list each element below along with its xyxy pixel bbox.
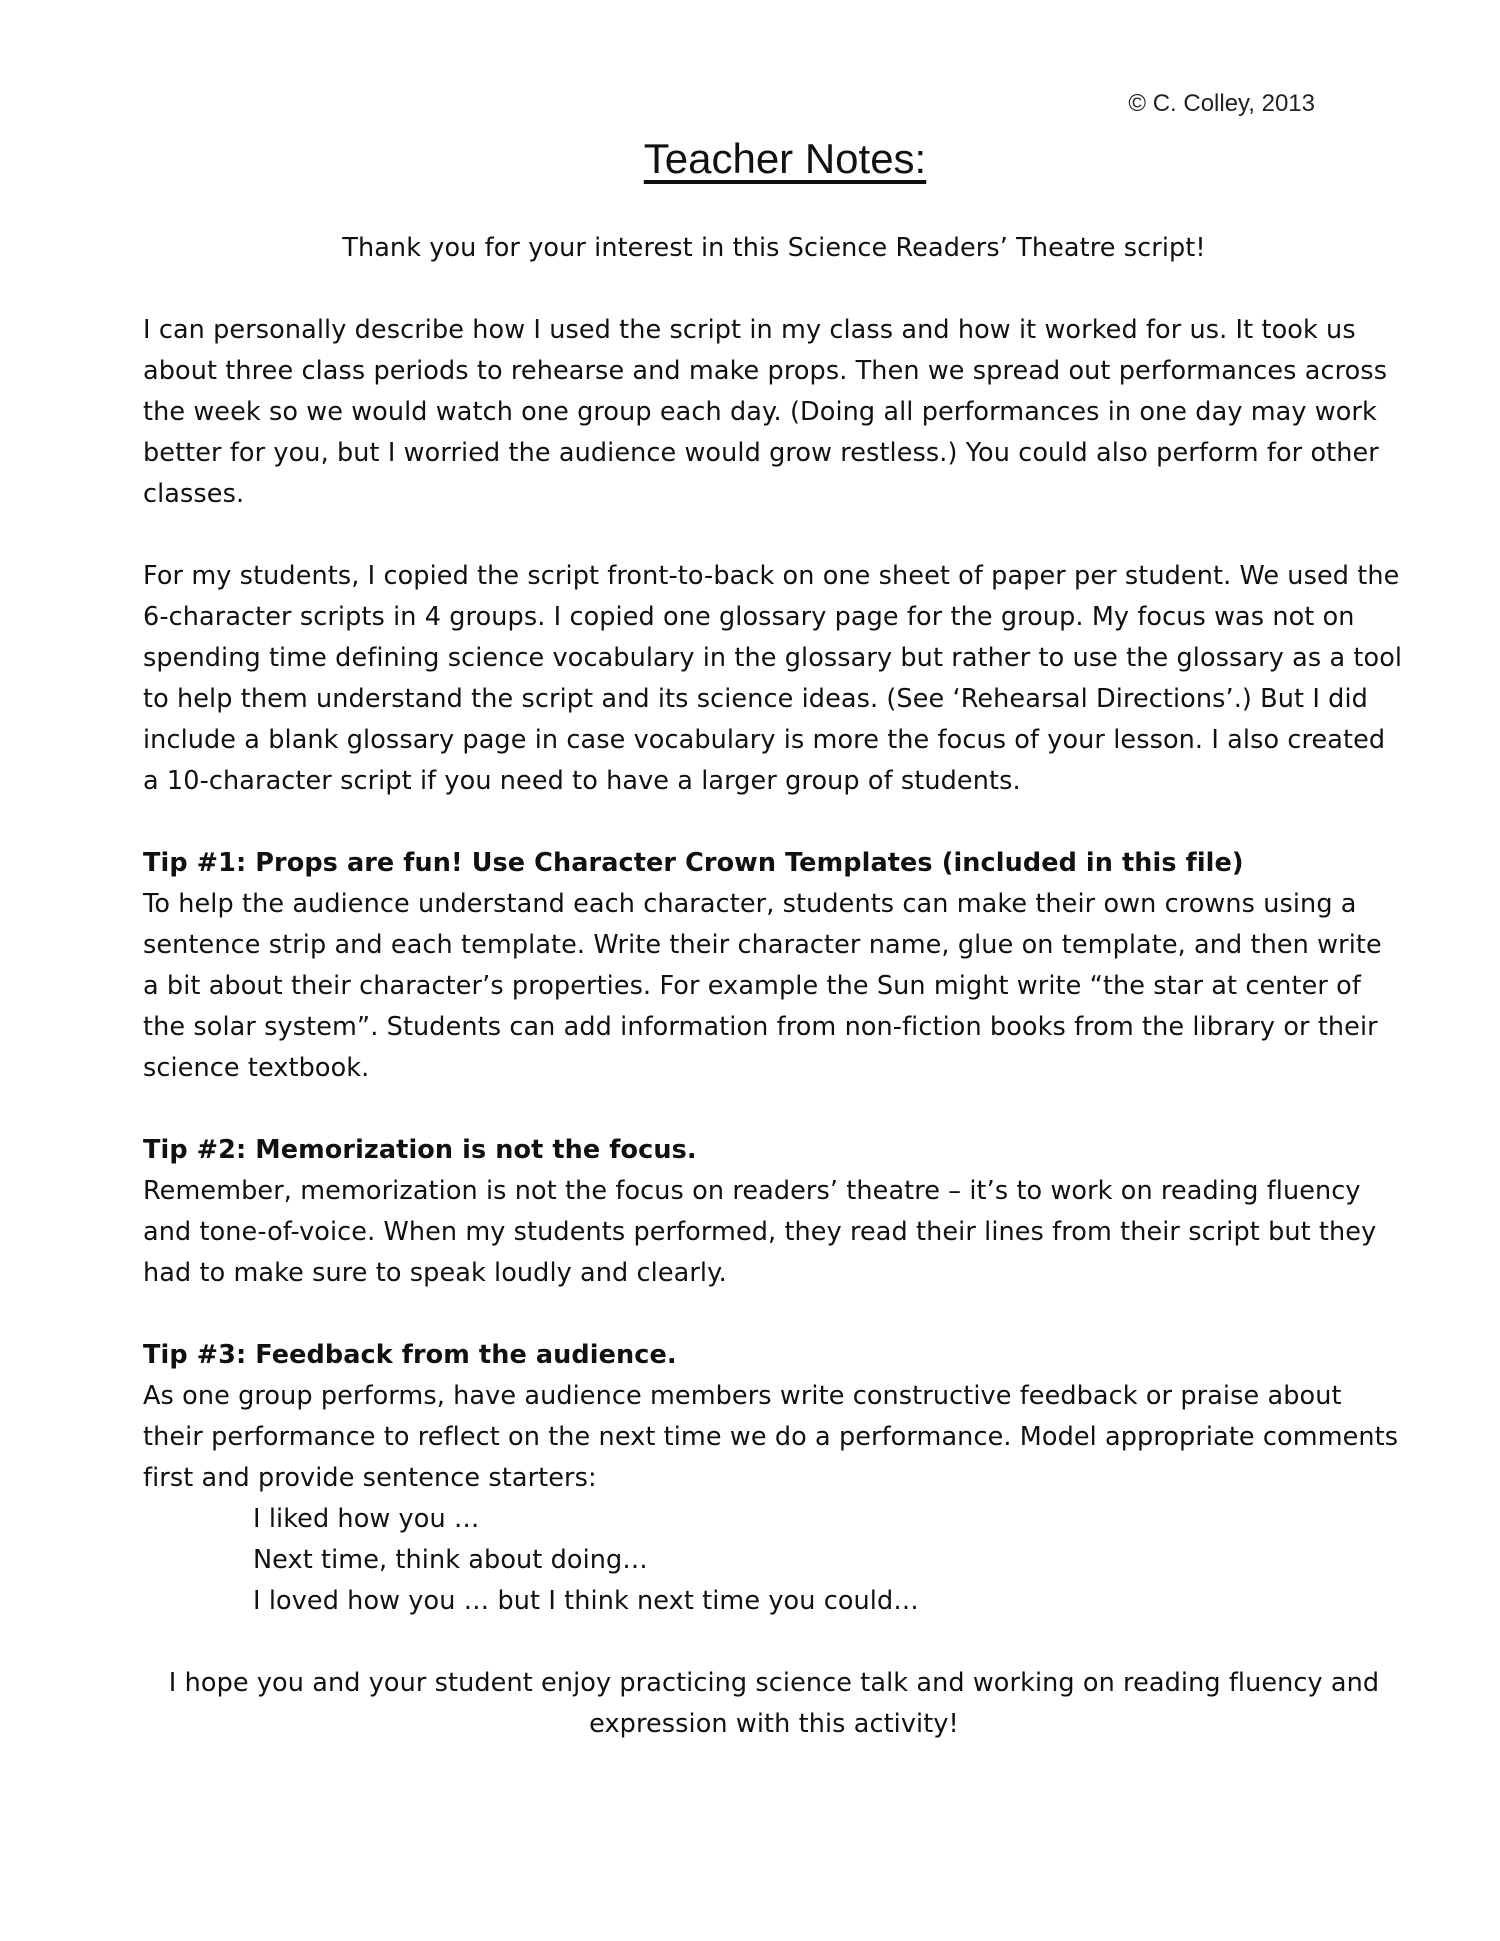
document-body [143,228,1405,1786]
tip-1-heading: Tip #1: Props are fun! Use Character Crown Templates (included in this file) [143,848,1244,878]
sentence-starter: I liked how you … [253,1504,480,1534]
paragraph-copying: For my students, I copied the script front-to-back on one sheet of paper per student. We used the 6-character scripts in 4 groups. I copied one glossary page for the group. My focus was not on spending time defining science vocabulary in the glossary but rather to use the glossary as a tool to help them understand the script and its science ideas. (See ‘Rehearsal Directions’.) But I did include a blank glossary page in case vocabulary is more the focus of your lesson. I also created a 10-character script if you need to have a larger group of students. [143,561,1403,796]
tip-2-heading: Tip #2: Memorization is not the focus. [143,1135,697,1165]
tip-2 [143,1130,1405,1294]
sentence-starter: I loved how you … but I think next time you could… [253,1586,919,1616]
closing-text: I hope you and your student enjoy practicing science talk and working on reading fluency and expression with this activity! [168,1668,1380,1739]
paragraph-usage: I can personally describe how I used the script in my class and how it worked for us. It took us about three class periods to rehearse and make props. Then we spread out performances across the week so we would watch one group each day. (Doing all performances in one day may work better for you, but I worried the audience would grow restless.) You could also perform for other classes. [143,315,1388,509]
copyright-notice: © C. Colley, 2013 [1128,90,1315,117]
tip-3-heading: Tip #3: Feedback from the audience. [143,1340,677,1370]
tip-3 [143,1335,1405,1622]
tip-1-body: To help the audience understand each character, students can make their own crowns using a sentence strip and each template. Write their character name, glue on template, and then write a bit about their character’s properties. For example the Sun might write “the star at center of the solar system”. Students can add information from non-fiction books from the library or their science textbook. [143,889,1382,1083]
page-title: Teacher Notes: [643,135,927,182]
intro-text: Thank you for your interest in this Science Readers’ Theatre script! [342,233,1206,263]
sentence-starter: Next time, think about doing… [253,1545,648,1575]
tip-1 [143,843,1405,1089]
tip-3-body: As one group performs, have audience members write constructive feedback or praise about their performance to reflect on the next time we do a performance. Model appropriate comments first and provide sentence starters: [143,1381,1399,1493]
tip-2-body: Remember, memorization is not the focus on readers’ theatre – it’s to work on reading fluency and tone-of-voice. When my students performed, they read their lines from their script but they had to make sure to speak loudly and clearly. [143,1176,1377,1288]
